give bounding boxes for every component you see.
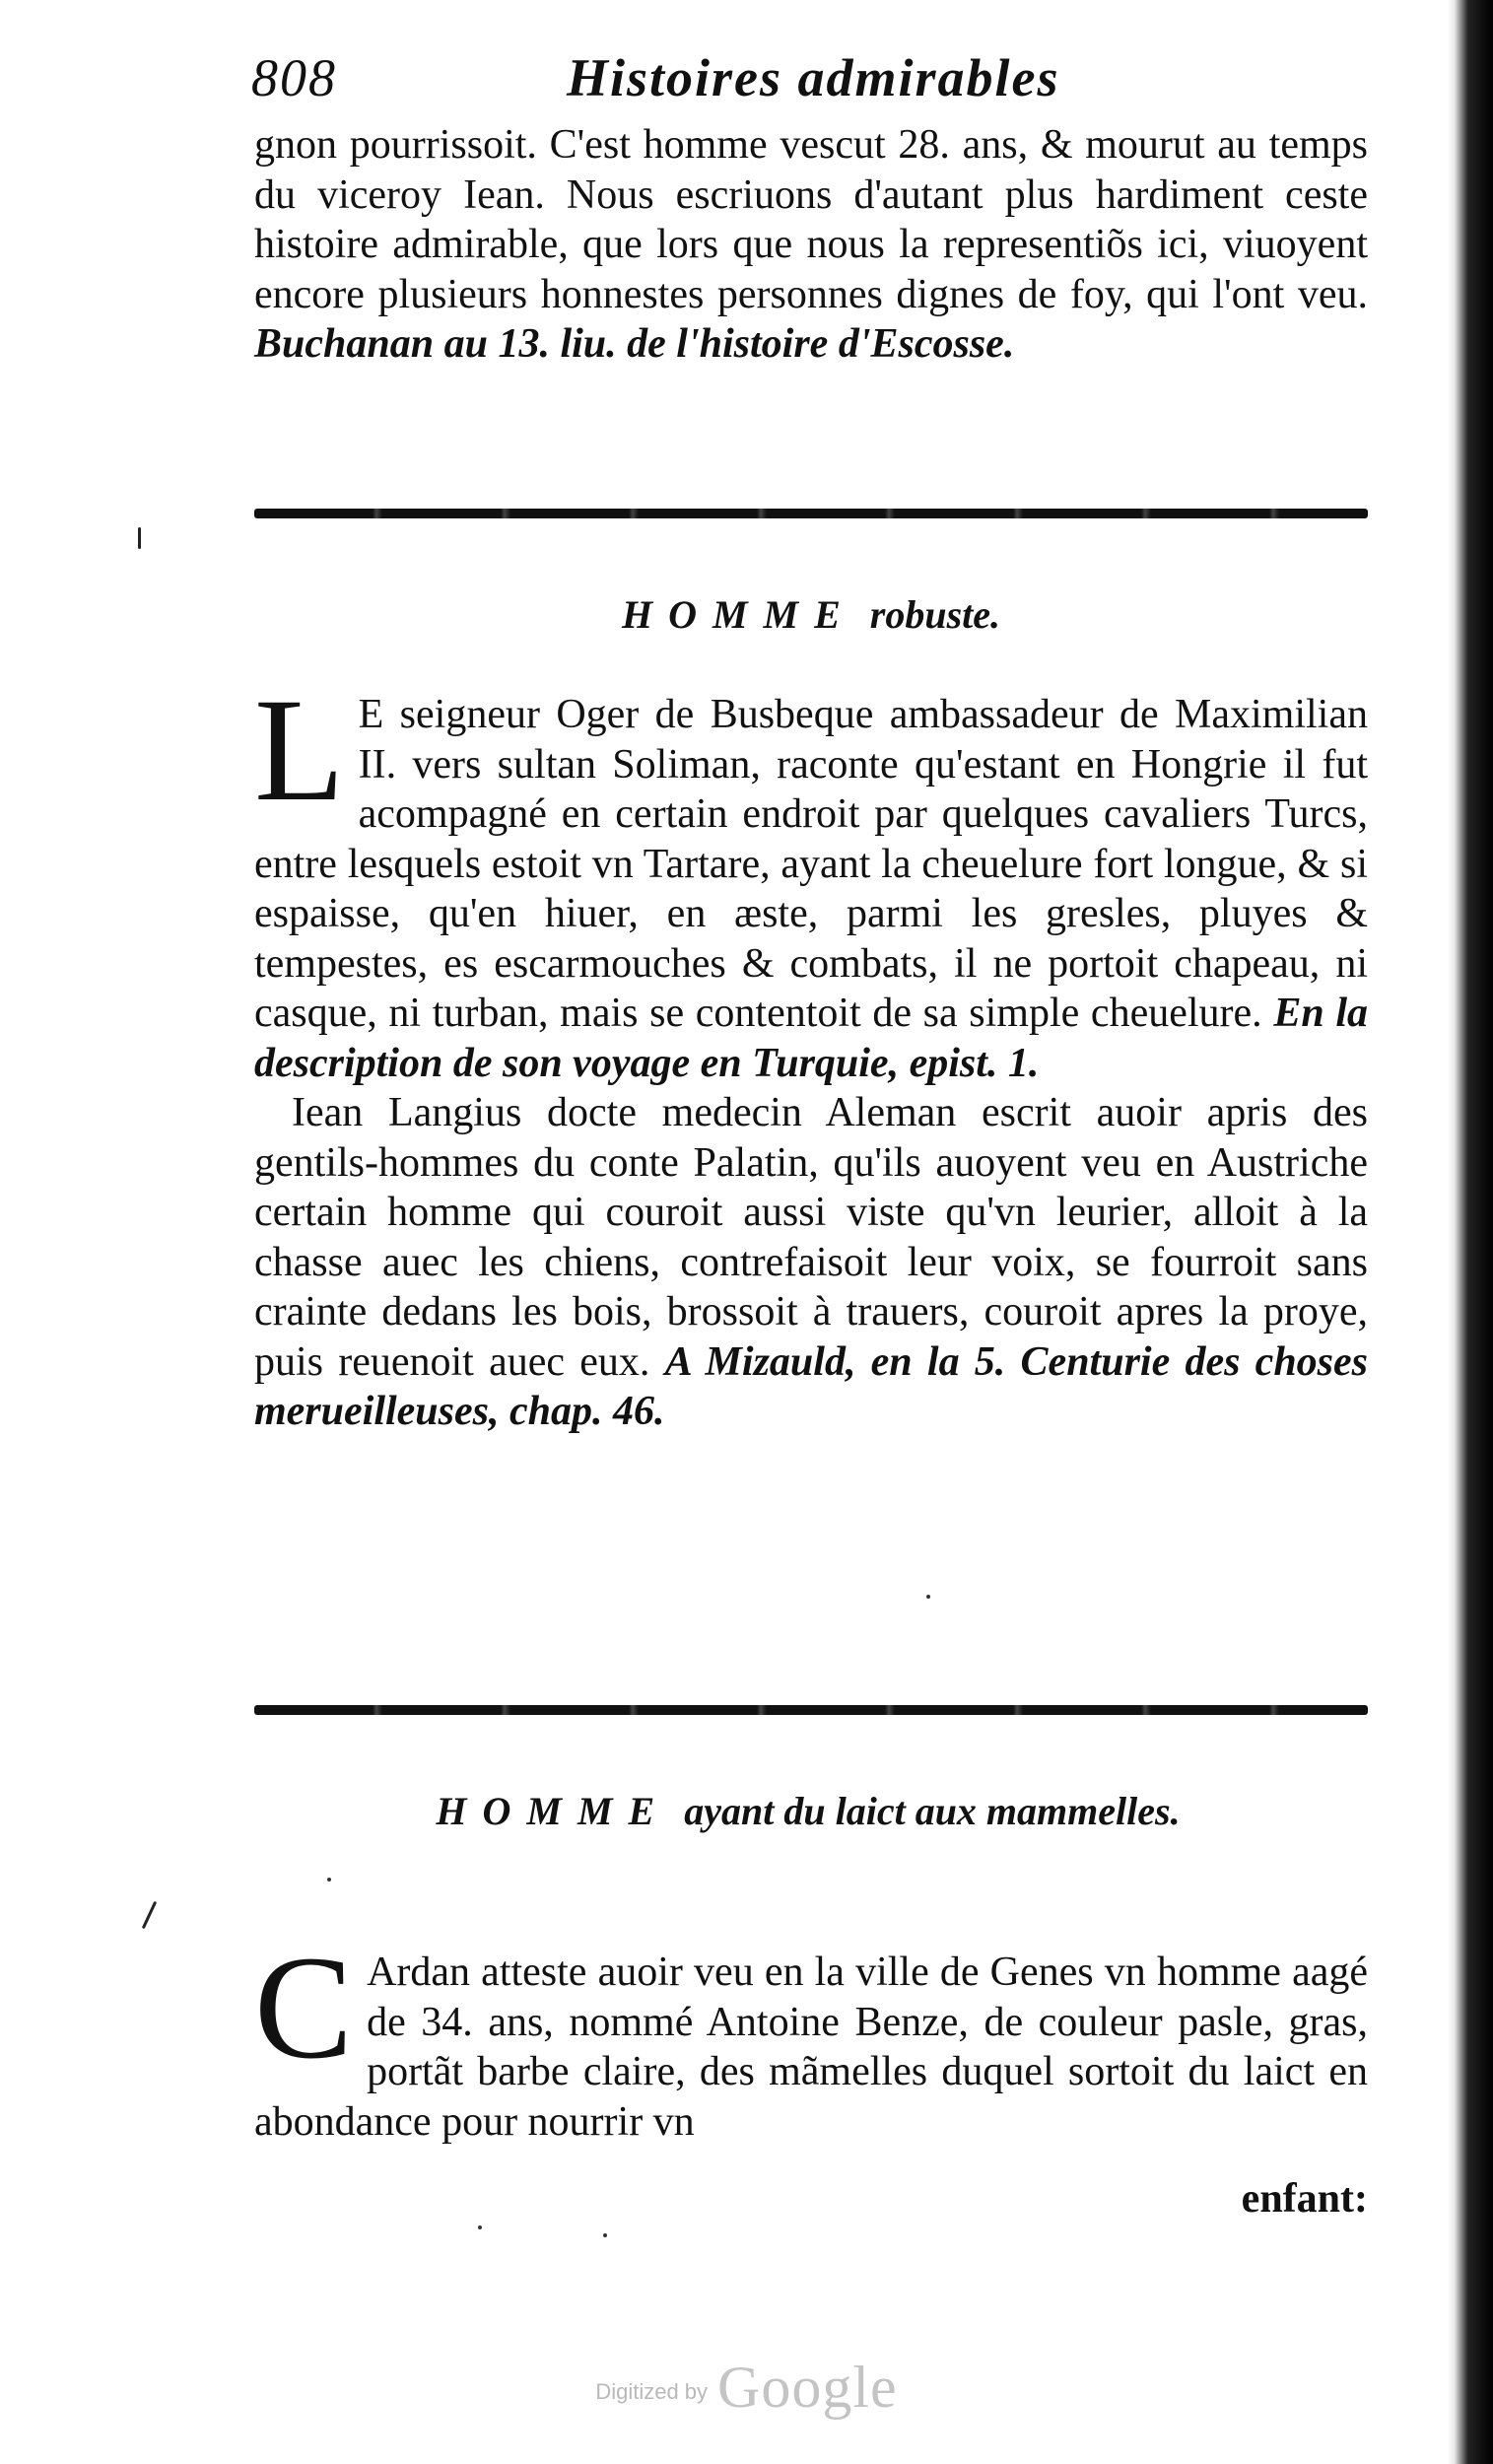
running-title: Histoires admirables xyxy=(567,48,1060,107)
section-divider xyxy=(254,509,1368,518)
paragraph-busbeque xyxy=(254,668,1368,1088)
paragraph-text: Iean Langius docte medecin Aleman escrit auoir apris des gentils-hommes du conte Palatin, qu'ils auoyent veu en Austriche certain homme qui couroit aussi viste qu'vn leurier, alloit à la chasse auec les chiens, contrefaisoit leur voix, se fourroit sans crainte dedans les bois, brossoit à trauers, couroit apres la proye, puis reuenoit auec eux. xyxy=(254,1090,1368,1385)
paragraph-text: Ardan atteste auoir veu en la ville de Genes vn homme aagé de 34. ans, nommé Antoine Benze, de couleur pasle, gras, portãt barbe claire, des mãmelles duquel sortoit du laict en abondance pour nourrir vn xyxy=(254,1950,1368,2145)
paragraph-cardan xyxy=(254,1926,1368,2147)
paragraph-text: E seigneur Oger de Busbeque ambassadeur de Maximilian II. vers sultan Soliman, raconte qu'estant en Hongrie il fut acompagné en certain endroit par quelques cavaliers Turcs, entre lesquels estoit vn Tartare, ayant la cheuelure fort longue, & si espaisse, qu'en hiuer, en æste, parmi les gresles, pluyes & tempestes, es escarmouches & combats, il ne portoit chapeau, ni casque, ni turban, mais se contentoit de sa simple cheuelure. xyxy=(254,692,1368,1036)
catchword: enfant: xyxy=(1241,2176,1368,2222)
ink-speck xyxy=(603,2233,607,2237)
ink-speck xyxy=(478,2225,482,2229)
ink-speck xyxy=(926,1595,930,1599)
continuation-paragraph xyxy=(254,120,1368,370)
continuation-citation: Buchanan au 13. liu. de l'histoire d'Escosse. xyxy=(254,321,1015,367)
paragraph-citation: A Mizauld, en la 5. Centurie des choses merueilleuses, chap. 46. xyxy=(254,1338,1369,1434)
google-logo: Google xyxy=(717,2355,898,2420)
dropcap-letter: L xyxy=(254,668,345,832)
heading-rest: robuste. xyxy=(869,592,1001,637)
continuation-block xyxy=(254,120,1368,370)
digitization-credit xyxy=(0,2354,1493,2422)
heading-caps: HOMME xyxy=(436,1789,671,1833)
dropcap-letter: C xyxy=(254,1926,354,2089)
heading-rest: ayant du laict aux mammelles. xyxy=(684,1789,1181,1833)
paragraph-citation: En la description de son voyage en Turquie, epist. 1. xyxy=(254,991,1368,1086)
ink-mark xyxy=(142,1901,157,1929)
paragraph-langius xyxy=(254,1088,1368,1437)
ink-mark xyxy=(138,527,141,549)
section-body-laict xyxy=(254,1926,1368,2147)
page-header xyxy=(251,47,1370,116)
digitized-by-label: Digitized by xyxy=(595,2379,709,2404)
page-number: 808 xyxy=(251,48,337,107)
ink-speck xyxy=(327,1878,331,1882)
section-heading-robuste xyxy=(254,589,1368,641)
section-divider xyxy=(254,1705,1368,1715)
section-heading-laict xyxy=(424,1786,1192,1837)
heading-caps: HOMME xyxy=(621,592,856,637)
section-body-robuste xyxy=(254,668,1369,1437)
continuation-text: gnon pourrissoit. C'est homme vescut 28. ans, & mourut au temps du viceroy Iean. Nous escriuons d'autant plus hardiment ceste histoire admirable, que lors que nous la representiõs ici, viuoyent encore plusieurs honnestes personnes dignes de foy, qui l'ont veu. xyxy=(254,122,1368,317)
page-binding-edge xyxy=(1448,0,1493,2464)
